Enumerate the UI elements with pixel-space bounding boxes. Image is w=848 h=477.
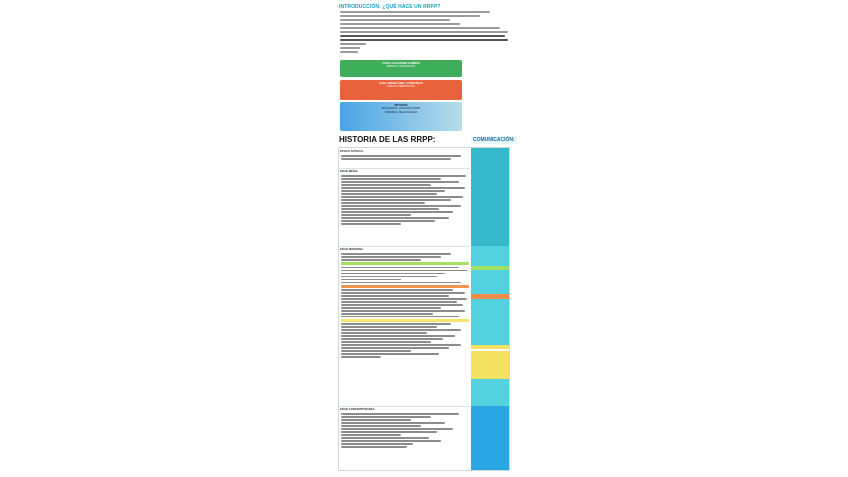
comm-block-6 — [471, 299, 509, 345]
methods-box — [340, 102, 462, 131]
section-ancient-head: ÉPOCA ANTIGUA — [340, 149, 364, 153]
case-box-hammer — [340, 60, 462, 77]
case-box-misc-sub: PUBLICO PREPARATIVO — [387, 85, 415, 89]
history-title: HISTORIA DE LAS RRPP: — [339, 135, 436, 144]
history-table — [338, 147, 510, 471]
history-left-column — [339, 148, 470, 470]
comm-block-9 — [471, 379, 509, 406]
comm-block-2 — [471, 246, 509, 266]
intro-title: INTRODUCCIÓN: ¿QUÉ HACE UN RRPP? — [339, 4, 441, 10]
communication-column — [471, 148, 509, 470]
comm-block-8 — [471, 351, 509, 379]
case-box-hammer-sub: MATEOS Y MARGARITAS — [386, 65, 416, 69]
methods-box-title: MÉTODOS — [394, 104, 408, 107]
case-box-hammer-title: CASO: ALEXANDER HAMMER — [382, 62, 420, 65]
communication-title: COMUNICACIÓN: — [473, 137, 515, 143]
methods-box-line2: NOMBRES • RELACIONALES — [384, 110, 418, 114]
section-contemporary-head: EDAD CONTEMPORÁNEA — [340, 407, 375, 411]
intro-text-block — [340, 11, 510, 55]
section-contemporary — [339, 406, 470, 470]
section-ancient — [339, 148, 470, 169]
case-box-misc — [340, 80, 462, 100]
methods-box-line1: PROGRAMAS • PROCESOS RRPP — [381, 107, 421, 111]
section-middle-ages-head: EDAD MEDIA — [340, 169, 358, 173]
comm-block-4 — [471, 270, 509, 294]
comm-block-1 — [471, 148, 509, 246]
comm-block-10 — [471, 406, 509, 470]
case-box-misc-title: CASO: MISCELÁNEA / ESPECÍFICO — [378, 82, 423, 85]
section-modern-age-head: EDAD MODERNA — [340, 247, 364, 251]
section-middle-ages — [339, 168, 470, 247]
document-page — [338, 0, 514, 477]
section-modern-age — [339, 246, 470, 407]
comm-block-7 — [471, 345, 509, 349]
